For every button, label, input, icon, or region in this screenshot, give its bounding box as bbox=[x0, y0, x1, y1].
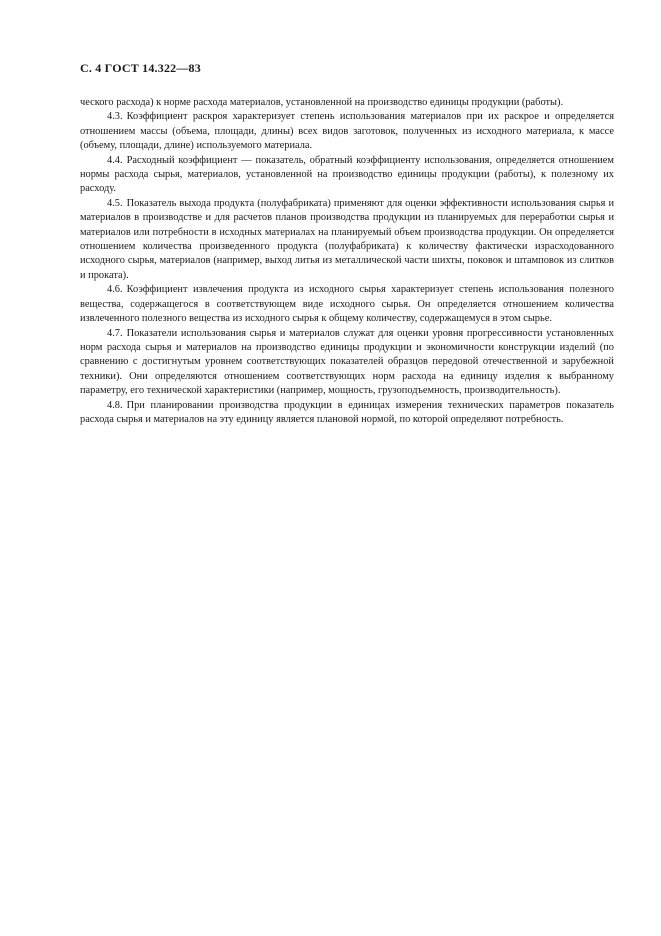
paragraph-number: 4.8. bbox=[107, 399, 123, 411]
paragraph-text: Показатели использования сырья и материалов служат для оценки уровня прогрессивности установленных норм расхода сырья и материалов на производство единицы продукции и экономичности конструкции изделий (по сравнению с достигнутым уровнем соответствующих показателей образцов передовой отечественной и зарубежной техники). Они определяются отношением соответствующих норм расхода на единицу изделия к выбранному параметру, его технической характеристики (например, мощность, грузоподъемность, производительность). bbox=[80, 327, 614, 397]
page-header: С. 4 ГОСТ 14.322—83 bbox=[80, 61, 201, 75]
paragraph-number: 4.5. bbox=[107, 197, 123, 209]
paragraph-4-5 bbox=[80, 197, 614, 283]
paragraph-4-6 bbox=[80, 283, 614, 326]
paragraph-text: Коэффициент извлечения продукта из исходного сырья характеризует степень использования полезного вещества, содержащегося в соответствующем виде исходного сырья. Он определяется отношением количества извлеченного полезного вещества из исходного сырья к общему количеству, содержащемуся в этом сырье. bbox=[80, 284, 614, 325]
paragraph-text: Показатель выхода продукта (полуфабриката) применяют для оценки эффективности использования сырья и материалов в производстве и для расчетов планов производства продукции из планируемых для переработки сырья и материалов или потребности в исходных материалах на планируемый объем производства продукции. Он определяется отношением количества произведенного продукта (полуфабриката) к количеству фактически израсходованного исходного сырья, материалов (например, выход литья из металлической части шихты, поковок и штамповок из слитков и проката). bbox=[80, 197, 614, 281]
paragraph-number: 4.4. bbox=[107, 154, 123, 166]
paragraph-text: При планировании производства продукции в единицах измерения технических параметров показатель расхода сырья и материалов на эту единицу является плановой нормой, по которой определяют потребность. bbox=[80, 399, 614, 425]
document-body bbox=[80, 96, 614, 427]
paragraph-4-7 bbox=[80, 327, 614, 399]
paragraph-4-3 bbox=[80, 110, 614, 153]
paragraph-number: 4.7. bbox=[107, 327, 123, 339]
paragraph-4-4 bbox=[80, 154, 614, 197]
paragraph-text: Расходный коэффициент — показатель, обратный коэффициенту использования, определяется отношением нормы расхода сырья, материалов, установленной на производство единицы продукции (работы), к полезному их расходу. bbox=[80, 154, 614, 195]
paragraph-text: Коэффициент раскроя характеризует степень использования материалов при их раскрое и определяется отношением массы (объема, площади, длины) всех видов заготовок, полученных из исходного материала, к массе (объему, площади, длине) используемого материала. bbox=[80, 111, 614, 152]
paragraph-continuation bbox=[80, 96, 614, 110]
paragraph-4-8 bbox=[80, 399, 614, 428]
paragraph-number: 4.6. bbox=[107, 284, 123, 296]
paragraph-text: ческого расхода) к норме расхода материалов, установленной на производство единицы продукции (работы). bbox=[80, 97, 564, 108]
paragraph-number: 4.3. bbox=[107, 111, 123, 123]
